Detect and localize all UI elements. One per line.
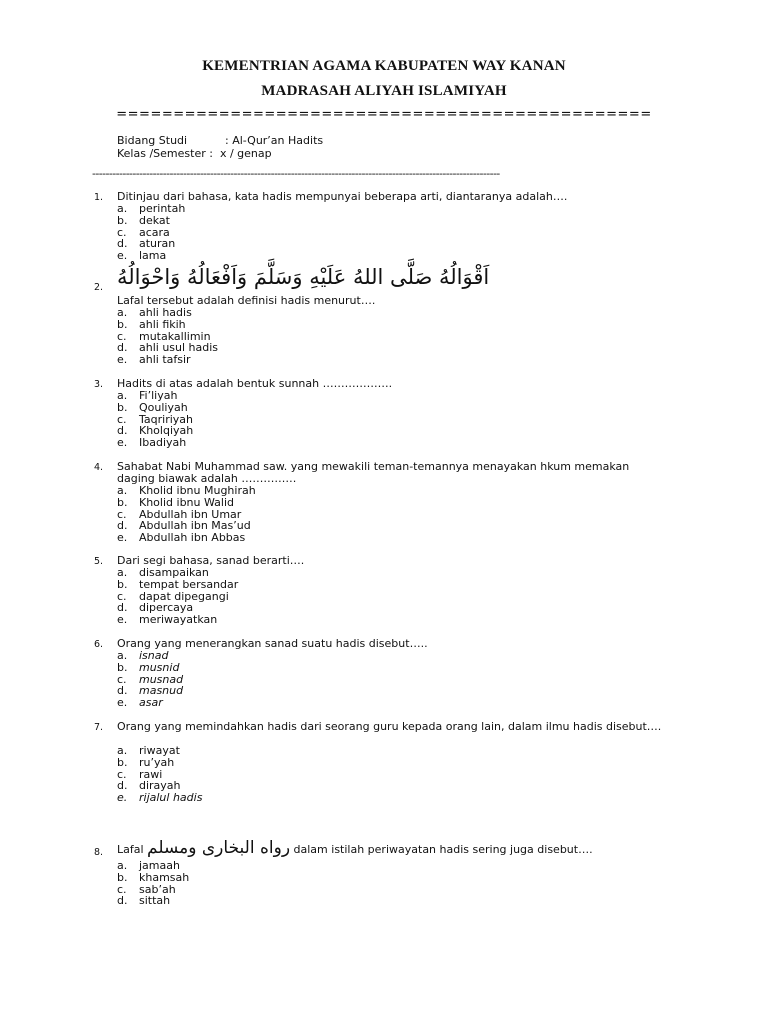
option-list [117,390,193,449]
question-number: 1. [94,192,104,203]
option: e. asar [117,696,163,710]
class-label: Kelas /Semester : [117,147,213,160]
subject-line [117,134,323,147]
option-list [117,745,202,804]
question-number: 6. [94,639,104,650]
option: b. musnid [117,660,180,674]
option: d. Kholqiyah [117,424,194,438]
option: b. Kholid ibnu Walid [117,495,234,509]
option: e. rijalul hadis [117,791,203,805]
option: e. lama [117,249,167,263]
question-number: 2. [94,282,104,293]
option: e. ahli tafsir [117,353,191,367]
option: c. sab’ah [117,882,176,896]
question-stem: Orang yang memindahkan hadis dari seorang guru kepada orang lain, dalam ilmu hadis disebut…. [117,720,662,733]
option: d. dipercaya [117,601,194,615]
option: c. acara [117,225,170,239]
school-title: MADRASAH ALIYAH ISLAMIYAH [261,83,507,99]
question-stem: Lafal رواه البخارى ومسلم dalam istilah periwayatan hadis sering juga disebut…. [117,838,593,858]
option: c. musnad [117,672,184,686]
option: e. Abdullah ibn Abbas [117,531,246,545]
arabic-phrase: اَقْوَالُهُ صَلَّى اللهُ عَلَيْهِ وَسَلَّمَ وَاَفْعَالُهُ وَاحْوَالُهُ [117,265,490,289]
option: b. tempat bersandar [117,577,239,591]
option: d. masnud [117,684,184,698]
option-list [117,307,218,366]
option-list [117,567,238,626]
question-stem: Dari segi bahasa, sanad berarti…. [117,554,305,567]
subject-value: : Al-Qur’an Hadits [225,134,324,147]
option: c. dapat dipegangi [117,589,229,603]
option: d. aturan [117,237,176,251]
question-number: 5. [94,556,104,567]
option: d. ahli usul hadis [117,341,219,355]
option: a. ahli hadis [117,306,192,319]
dashed-rule: ------------------------------------------------------------------------------------------------------------------------- [92,167,500,180]
double-rule: =============================================== [116,107,652,122]
option: a. Fi’liyah [117,389,178,402]
option: b. Qouliyah [117,400,188,414]
option-list [117,860,189,907]
question-number: 3. [94,379,104,390]
option: e. meriwayatkan [117,613,218,627]
class-value: x / genap [219,147,272,160]
subject-label: Bidang Studi [117,134,188,147]
question-stem: Lafal tersebut adalah definisi hadis menurut…. [117,294,376,307]
option: a. Kholid ibnu Mughirah [117,484,256,497]
option: a. perintah [117,202,186,215]
question-number: 4. [94,462,104,473]
option-list [117,650,183,709]
option: c. rawi [117,767,163,781]
option-list [117,203,185,262]
question-number: 7. [94,722,104,733]
question-number: 8. [94,847,104,858]
option: a. jamaah [117,859,180,872]
option: a. riwayat [117,744,180,757]
question-stem: Hadits di atas adalah bentuk sunnah ………………. [117,377,393,390]
option: b. khamsah [117,870,190,884]
option: e. Ibadiyah [117,436,187,450]
option: a. isnad [117,649,169,662]
option: b. ahli fikih [117,317,186,331]
option: a. disampaikan [117,566,209,579]
option: b. ru’yah [117,755,175,769]
option: c. Taqririyah [117,412,194,426]
option: d. dirayah [117,779,181,793]
option: c. Abdullah ibn Umar [117,507,242,521]
question-stem: Orang yang menerangkan sanad suatu hadis disebut….. [117,637,428,650]
question-stem: Sahabat Nabi Muhammad saw. yang mewakili teman-temannya menayakan hkum memakan daging biawak adalah …………… [117,460,630,485]
option: c. mutakallimin [117,329,211,343]
arabic-phrase: رواه البخارى ومسلم [147,838,291,858]
ministry-title: KEMENTRIAN AGAMA KABUPATEN WAY KANAN [202,58,566,74]
option: b. dekat [117,213,170,227]
class-line [117,147,272,160]
option-list [117,485,256,544]
question-stem: Ditinjau dari bahasa, kata hadis mempunyai beberapa arti, diantaranya adalah…. [117,190,568,203]
option: d. Abdullah ibn Mas’ud [117,519,251,533]
option: d. sittah [117,894,171,908]
